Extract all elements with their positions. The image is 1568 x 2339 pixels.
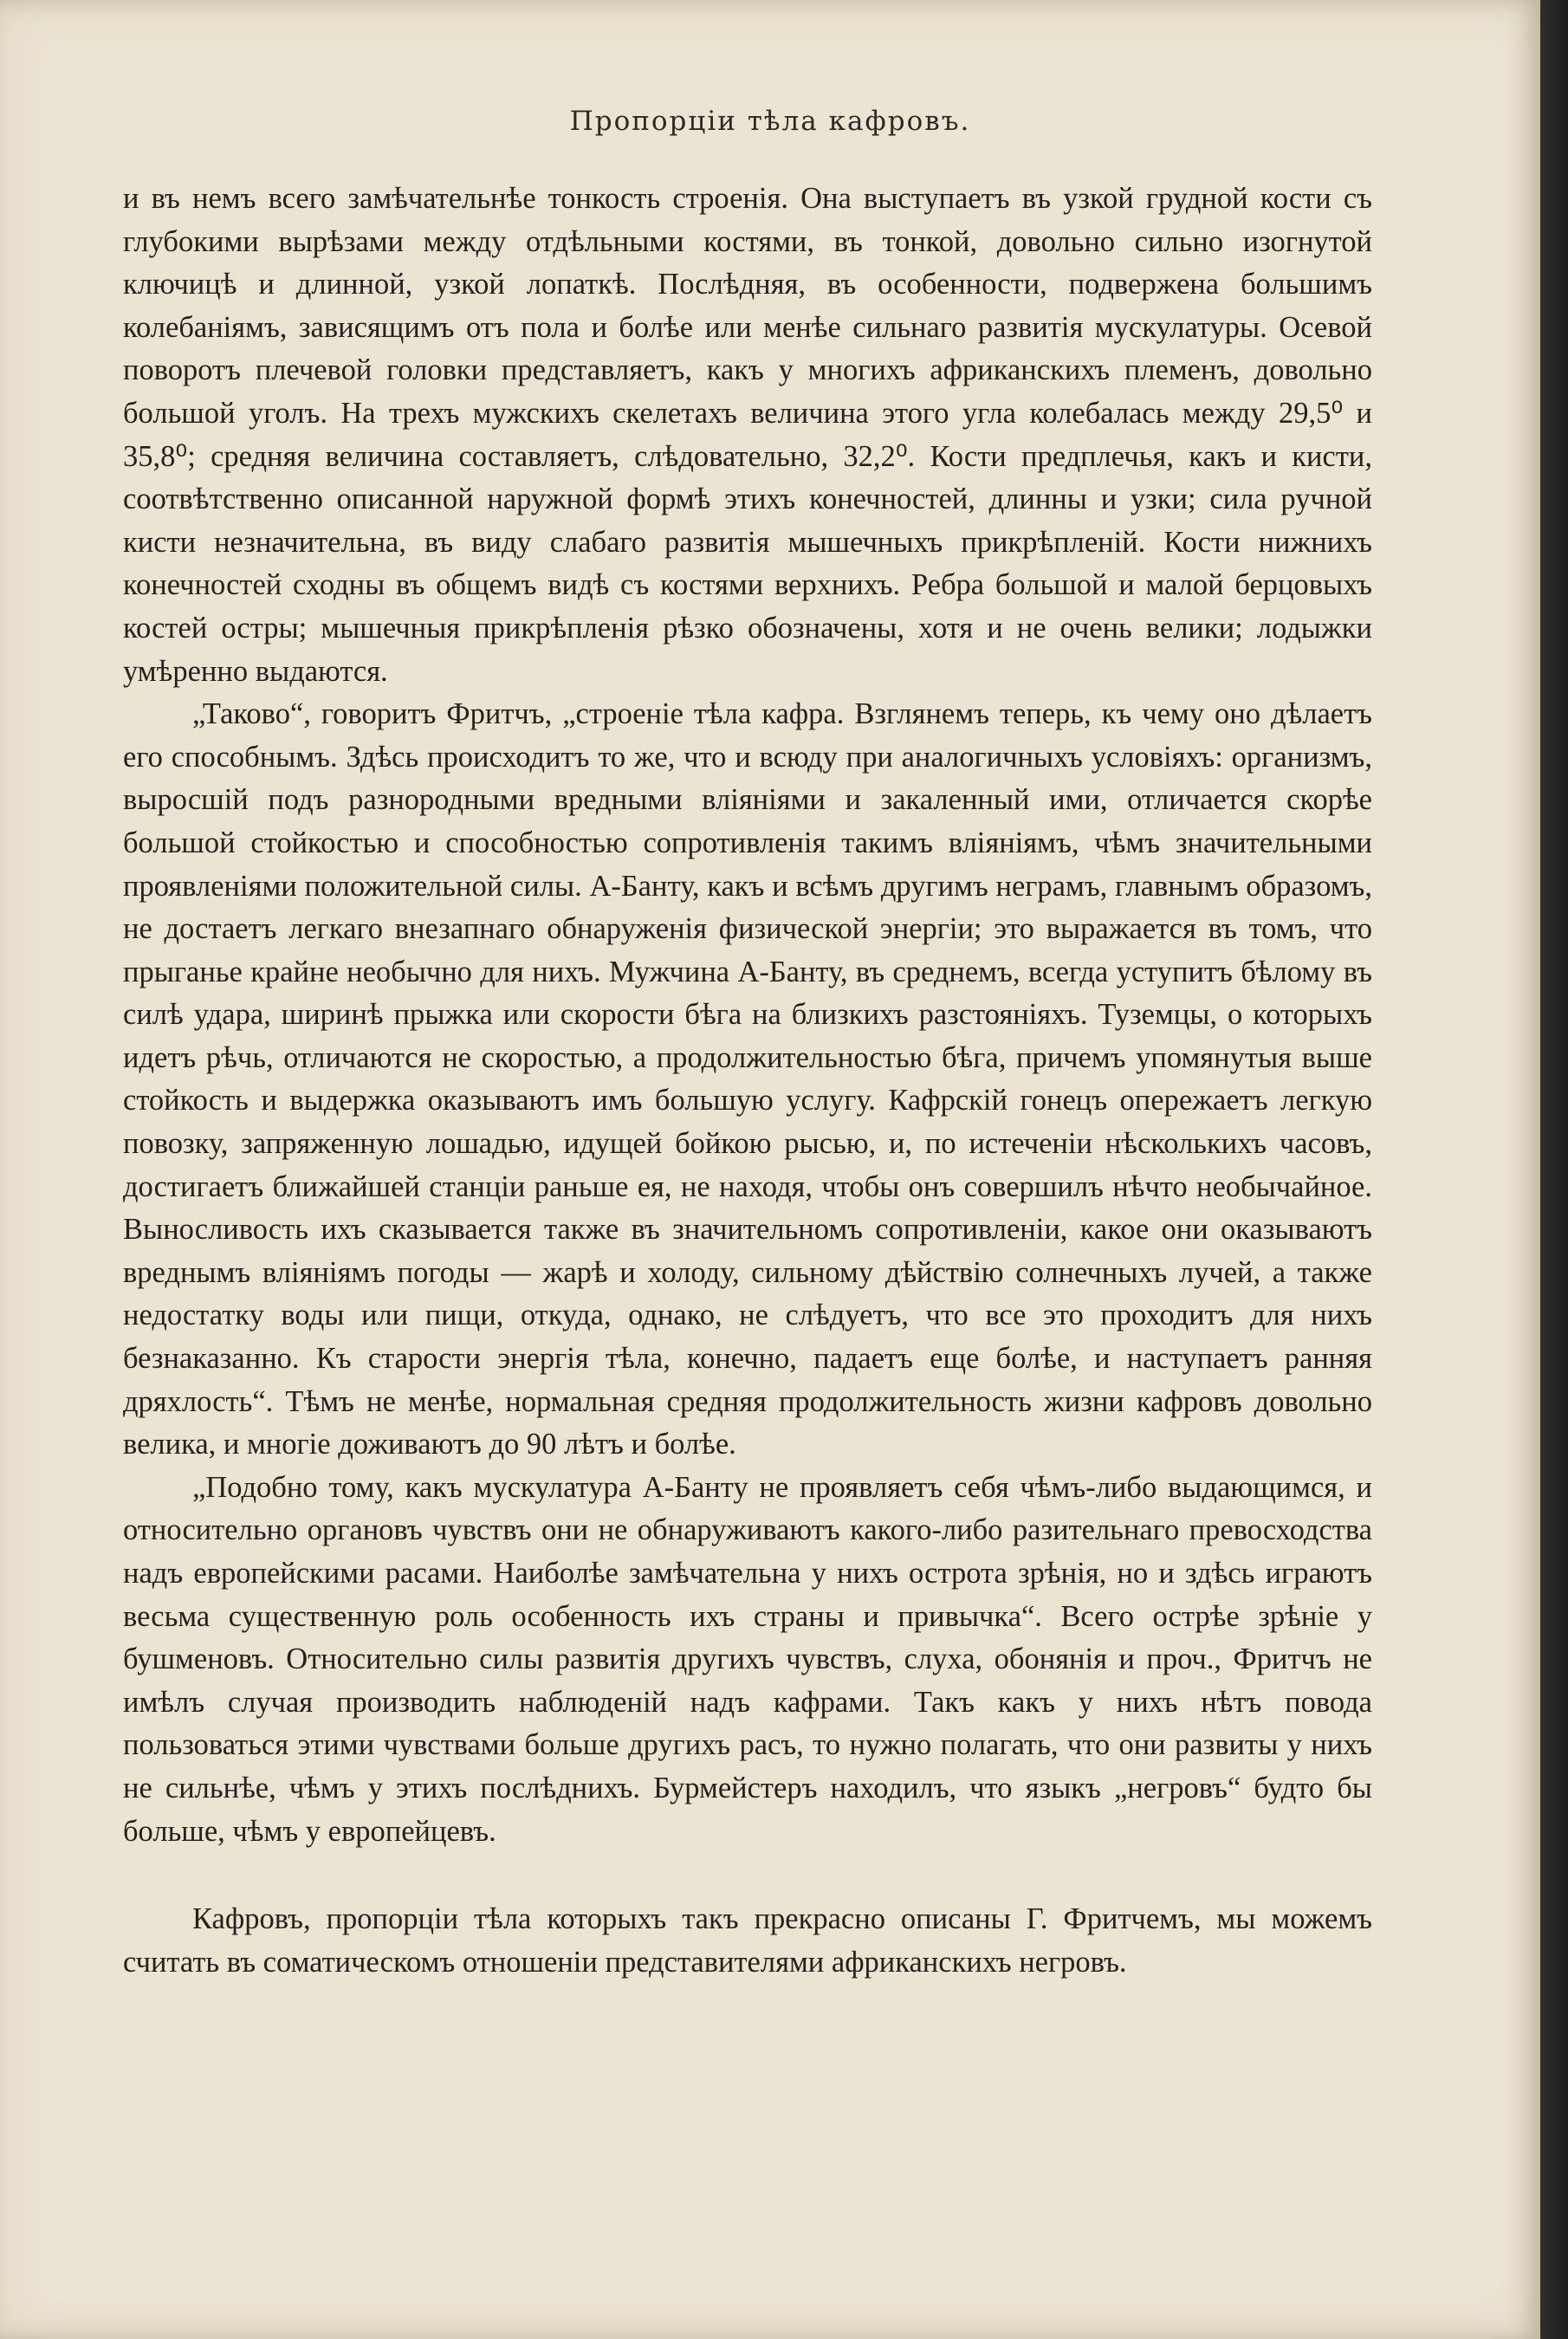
running-header: Пропорціи тѣла кафровъ. [569,106,971,137]
paragraph-senses: „Подобно тому, какъ мускулатура А-Банту не проявляетъ себя чѣмъ-либо выдающимся, и относительно органовъ чувствъ они не обнаруживаютъ какого-либо разительнаго превосходства надъ европейскими расами. Наиболѣе замѣчательна у нихъ острота зрѣнія, но и здѣсь играютъ весьма существенную роль особенность ихъ страны и привычка“. Всего острѣе зрѣніе у бушменовъ. Относительно силы развитія другихъ чувствъ, слуха, обонянія и проч., Фритчъ не имѣлъ случая производить наблюденій надъ кафрами. Такъ какъ у нихъ нѣтъ повода пользоваться этими чувствами больше другихъ расъ, то нужно полагать, что они развиты у нихъ не сильнѣе, чѣмъ у этихъ послѣднихъ. Бурмейстеръ находилъ, что языкъ „негровъ“ будто бы больше, чѣмъ у европейцевъ. [123,1470,1372,1848]
page-edge-shadow [1540,0,1568,2339]
body-text [123,178,1372,1984]
paragraph-conclusion: Кафровъ, пропорціи тѣла которыхъ такъ прекрасно описаны Г. Фритчемъ, мы можемъ считать въ соматическомъ отношеніи представителями африканскихъ негровъ. [123,1902,1372,1979]
paragraph-skeleton: и въ немъ всего замѣчательнѣе тонкость строенія. Она выступаетъ въ узкой грудной кости съ глубокими вырѣзами между отдѣльными костями, въ тонкой, довольно сильно изогнутой ключицѣ и длинной, узкой лопаткѣ. Послѣдняя, въ особенности, подвержена большимъ колебаніямъ, зависящимъ отъ пола и болѣе или менѣе сильнаго развитія мускулатуры. Осевой поворотъ плечевой головки представляетъ, какъ у многихъ африканскихъ племенъ, довольно большой уголъ. На трехъ мужскихъ скелетахъ величина этого угла колебалась между 29,5⁰ и 35,8⁰; средняя величина составляетъ, слѣдовательно, 32,2⁰. Кости предплечья, какъ и кисти, соотвѣтственно описанной наружной формѣ этихъ конечностей, длинны и узки; сила ручной кисти незначительна, въ виду слабаго развитія мышечныхъ прикрѣпленій. Кости нижнихъ конечностей сходны въ общемъ видѣ съ костями верхнихъ. Ребра большой и малой берцовыхъ костей остры; мышечныя прикрѣпленія рѣзко обозначены, хотя и не очень велики; лодыжки умѣренно выдаются. [123,182,1372,688]
paragraph-fritsch-quote: „Таково“, говоритъ Фритчъ, „строеніе тѣла кафра. Взглянемъ теперь, къ чему оно дѣлаетъ его способнымъ. Здѣсь происходитъ то же, что и всюду при аналогичныхъ условіяхъ: организмъ, выросшій подъ разнородными вредными вліяніями и закаленный ими, отличается скорѣе большой стойкостью и способностью сопротивленія такимъ вліяніямъ, чѣмъ значительными проявленіями положительной силы. А-Банту, какъ и всѣмъ другимъ неграмъ, главнымъ образомъ, не достаетъ легкаго внезапнаго обнаруженія физической энергіи; это выражается въ томъ, что прыганье крайне необычно для нихъ. Мужчина А-Банту, въ среднемъ, всегда уступитъ бѣлому въ силѣ удара, ширинѣ прыжка или скорости бѣга на близкихъ разстояніяхъ. Туземцы, о которыхъ идетъ рѣчь, отличаются не скоростью, а продолжительностью бѣга, причемъ упомянутыя выше стойкость и выдержка оказываютъ имъ большую услугу. Кафрскій гонецъ опережаетъ легкую повозку, запряженную лошадью, идущей бойкою рысью, и, по истеченіи нѣсколькихъ часовъ, достигаетъ ближайшей станціи раньше ея, не находя, чтобы онъ совершилъ нѣчто необычайное. Выносливость ихъ сказывается также въ значительномъ сопротивленіи, какое они оказываютъ вреднымъ вліяніямъ погоды — жарѣ и холоду, сильному дѣйствію солнечныхъ лучей, а также недостатку воды или пищи, откуда, однако, не слѣдуетъ, что все это проходитъ для нихъ безнаказанно. Къ старости энергія тѣла, конечно, падаетъ еще болѣе, и наступаетъ ранняя дряхлость“. Тѣмъ не менѣе, нормальная средняя продолжительность жизни кафровъ довольно велика, и многіе доживаютъ до 90 лѣтъ и болѣе. [123,697,1372,1461]
